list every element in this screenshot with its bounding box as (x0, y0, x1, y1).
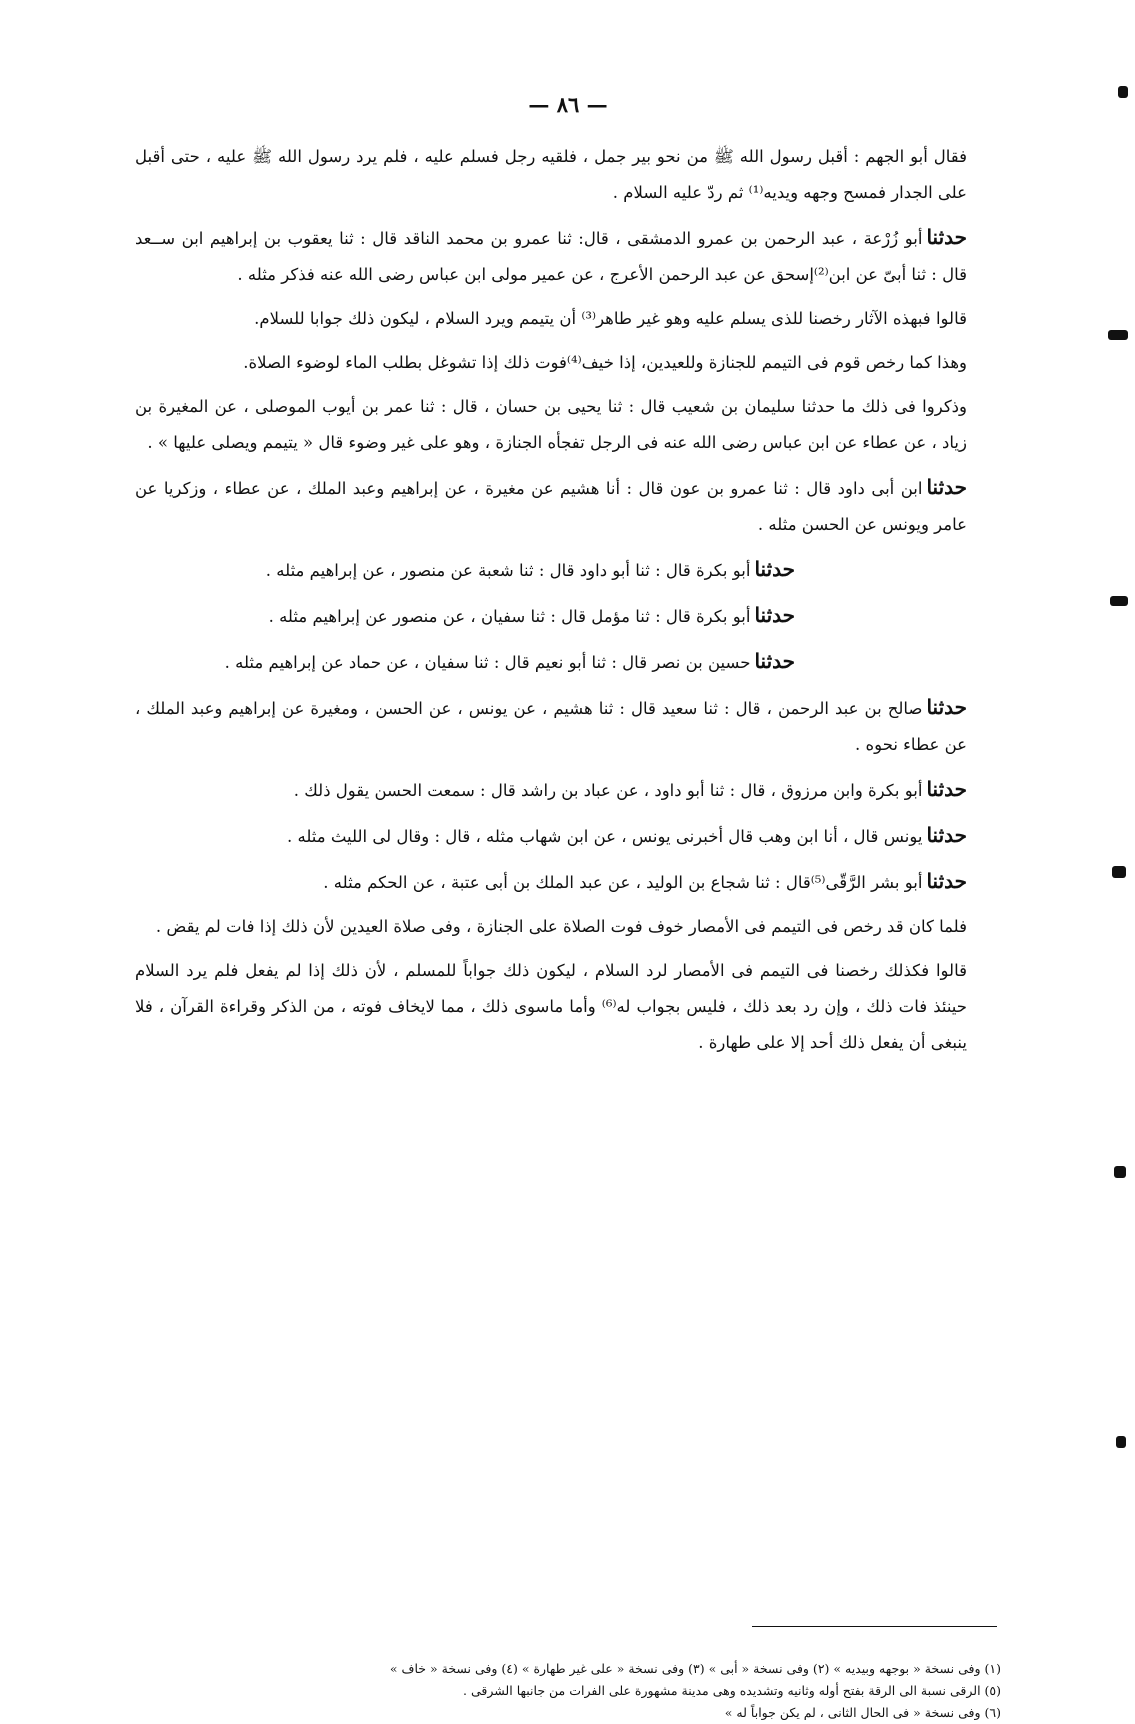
paragraph (135, 597, 1001, 635)
paragraph-text: أبو زُرْعة ، عبد الرحمن بن عمرو الدمشقى ، قال: ثنا عمرو بن محمد الناقد قال : ثنا يعقوب بن إبراهيم ابن ســعد قال : ثنا أبىّ عن ابن⁽²⁾إسحق عن عبد الرحمن الأعرج ، عن عمير مولى ابن عباس رضى الله عنه فذكر مثله . (135, 229, 967, 284)
paragraph (135, 817, 1001, 855)
footnote-line: (١) وفى نسخة « بوجهه وبيديه » (٢) وفى نسخة « أبى » (٣) وفى نسخة « على غير طهارة » (٤) وفى نسخة « خاف » (389, 1661, 1001, 1676)
paragraph (135, 389, 1001, 461)
hadith-lead-word: حدثنا (926, 225, 967, 249)
paragraph-text: قالوا فكذلك رخصنا فى التيمم فى الأمصار لرد السلام ، ليكون ذلك جواباً للمسلم ، لأن ذلك إذا لم يفعل فلم يرد السلام حينئذ فات ذلك ، وإن رد بعد ذلك ، فليس بجواب له⁽⁶⁾ وأما ماسوى ذلك ، مما لايخاف فوته ، من الذكر وقراءة القرآن ، فلا ينبغى أن يفعل ذلك أحد إلا على طهارة . (135, 961, 967, 1052)
paragraph-text: أبو بكرة وابن مرزوق ، قال : ثنا أبو داود ، عن عباد بن راشد قال : سمعت الحسن يقول ذلك . (293, 781, 923, 800)
paragraph-text: أبو بشر الرَّقّى⁽⁵⁾قال : ثنا شجاع بن الوليد ، عن عبد الملك بن أبى عتبة ، عن الحكم مثله . (323, 873, 923, 892)
hadith-lead-word: حدثنا (926, 475, 967, 499)
paragraph (135, 301, 1001, 337)
footnote-divider (752, 1626, 997, 1627)
paragraph (135, 863, 1001, 901)
paragraph-text: صالح بن عبد الرحمن ، قال : ثنا سعيد قال : ثنا هشيم ، عن يونس ، عن الحسن ، ومغيرة عن إبراهيم وعبد الملك ، عن عطاء نحوه . (135, 699, 967, 754)
paragraph-text: أبو بكرة قال : ثنا أبو داود قال : ثنا شعبة عن منصور ، عن إبراهيم مثله . (265, 561, 751, 580)
hadith-lead-word: حدثنا (926, 777, 967, 801)
scan-edge-mark (1108, 330, 1128, 340)
paragraph-text: فلما كان قد رخص فى التيمم فى الأمصار خوف فوت الصلاة على الجنازة ، وفى صلاة العيدين لأن ذلك إذا فات لم يقض . (155, 917, 967, 936)
paragraph (135, 643, 1001, 681)
scan-edge-mark (1116, 1436, 1126, 1448)
page-body (135, 92, 1001, 1069)
paragraph-text: أبو بكرة قال : ثنا مؤمل قال : ثنا سفيان ، عن منصور عن إبراهيم مثله . (268, 607, 751, 626)
paragraph-text: يونس قال ، أنا ابن وهب قال أخبرنى يونس ، عن ابن شهاب مثله ، قال : وقال لى الليث مثله . (287, 827, 923, 846)
footnotes (135, 1658, 1001, 1724)
paragraph-text: فقال أبو الجهم : أقبل رسول الله ﷺ من نحو بير جمل ، فلقيه رجل فسلم عليه ، فلم يرد رسول الله ﷺ عليه ، حتى أقبل على الجدار فمسح وجهه ويديه⁽¹⁾ ثم ردّ عليه السلام . (135, 147, 967, 202)
footnote-line: (٦) وفى نسخة « فى الحال الثانى ، لم يكن جواباً له » (724, 1705, 1001, 1720)
hadith-lead-word: حدثنا (926, 823, 967, 847)
hadith-lead-word: حدثنا (926, 869, 967, 893)
paragraph-text: وهذا كما رخص قوم فى التيمم للجنازة وللعيدين، إذا خيف⁽⁴⁾فوت ذلك إذا تشوغل بطلب الماء لوضوء الصلاة. (243, 353, 967, 372)
paragraph (135, 771, 1001, 809)
paragraph-text: وذكروا فى ذلك ما حدثنا سليمان بن شعيب قال : ثنا يحيى بن حسان ، قال : ثنا عمر بن أيوب الموصلى ، عن المغيرة بن زياد ، عن عطاء عن ابن عباس رضى الله عنه فى الرجل تفجأه الجنازة ، وهو على غير وضوء قال « يتيمم ويصلى عليها » . (135, 397, 967, 452)
paragraph (135, 953, 1001, 1061)
paragraph-text: ابن أبى داود قال : ثنا عمرو بن عون قال : أنا هشيم عن مغيرة ، عن إبراهيم وعبد الملك ، عن عطاء ، وزكريا عن عامر ويونس عن الحسن مثله . (135, 479, 967, 534)
main-text (135, 139, 1001, 1061)
scan-edge-mark (1118, 86, 1128, 98)
paragraph (135, 551, 1001, 589)
paragraph-text: حسين بن نصر قال : ثنا أبو نعيم قال : ثنا سفيان ، عن حماد عن إبراهيم مثله . (224, 653, 751, 672)
paragraph-text: قالوا فبهذه الآثار رخصنا للذى يسلم عليه وهو غير طاهر⁽³⁾ أن يتيمم ويرد السلام ، ليكون ذلك جوابا للسلام. (254, 309, 967, 328)
paragraph (135, 219, 1001, 293)
scan-edge-mark (1112, 866, 1126, 878)
hadith-lead-word: حدثنا (754, 649, 795, 673)
hadith-lead-word: حدثنا (754, 557, 795, 581)
footnote-line: (٥) الرقى نسبة الى الرقة بفتح أوله وثانيه وتشديده وهى مدينة مشهورة على الفرات من جانبها الشرقى . (463, 1683, 1001, 1698)
scan-edge-mark (1110, 596, 1128, 606)
scan-edge-mark (1114, 1166, 1126, 1178)
paragraph (135, 469, 1001, 543)
paragraph (135, 909, 1001, 945)
paragraph (135, 345, 1001, 381)
hadith-lead-word: حدثنا (754, 603, 795, 627)
paragraph (135, 139, 1001, 211)
hadith-lead-word: حدثنا (926, 695, 967, 719)
paragraph (135, 689, 1001, 763)
page-number: — ٨٦ — (528, 92, 608, 117)
